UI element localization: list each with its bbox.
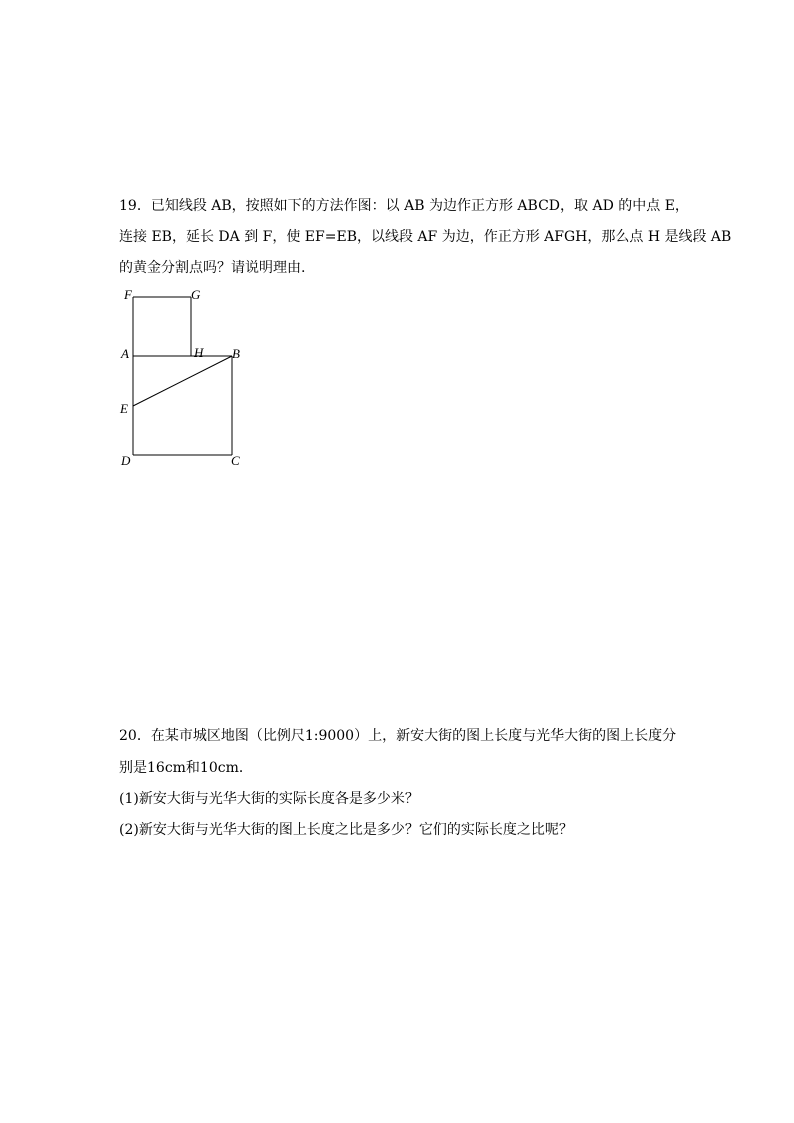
q20-subquestion-1: (1)新安大街与光华大街的实际长度各是多少米？ [119,791,419,807]
label-b: B [232,346,240,361]
label-c: C [231,453,240,468]
label-e: E [120,401,128,416]
q19-text-line-3: 的黄金分割点吗？请说明理由. [119,260,306,276]
label-h: H [194,345,204,360]
q20-text-line-1: 20．在某市城区地图（比例尺1:9000）上，新安大街的图上长度与光华大街的图上长度分 [119,728,677,744]
label-d: D [121,453,131,468]
segment-eb [133,356,232,406]
label-a: A [121,346,129,361]
label-g: G [191,287,201,302]
q20-subquestion-2: (2)新安大街与光华大街的图上长度之比是多少？它们的实际长度之比呢？ [119,822,573,838]
q19-text-line-2: 连接 EB，延长 DA 到 F，使 EF=EB，以线段 AF 为边，作正方形 AFGH，那么点 H 是线段 AB [119,229,732,245]
geometry-figure [110,282,260,472]
q19-text-line-1: 19．已知线段 AB，按照如下的方法作图：以 AB 为边作正方形 ABCD，取 AD 的中点 E， [119,198,689,214]
q20-text-line-2: 别是16cm和10cm． [119,760,253,776]
label-f: F [124,287,132,302]
